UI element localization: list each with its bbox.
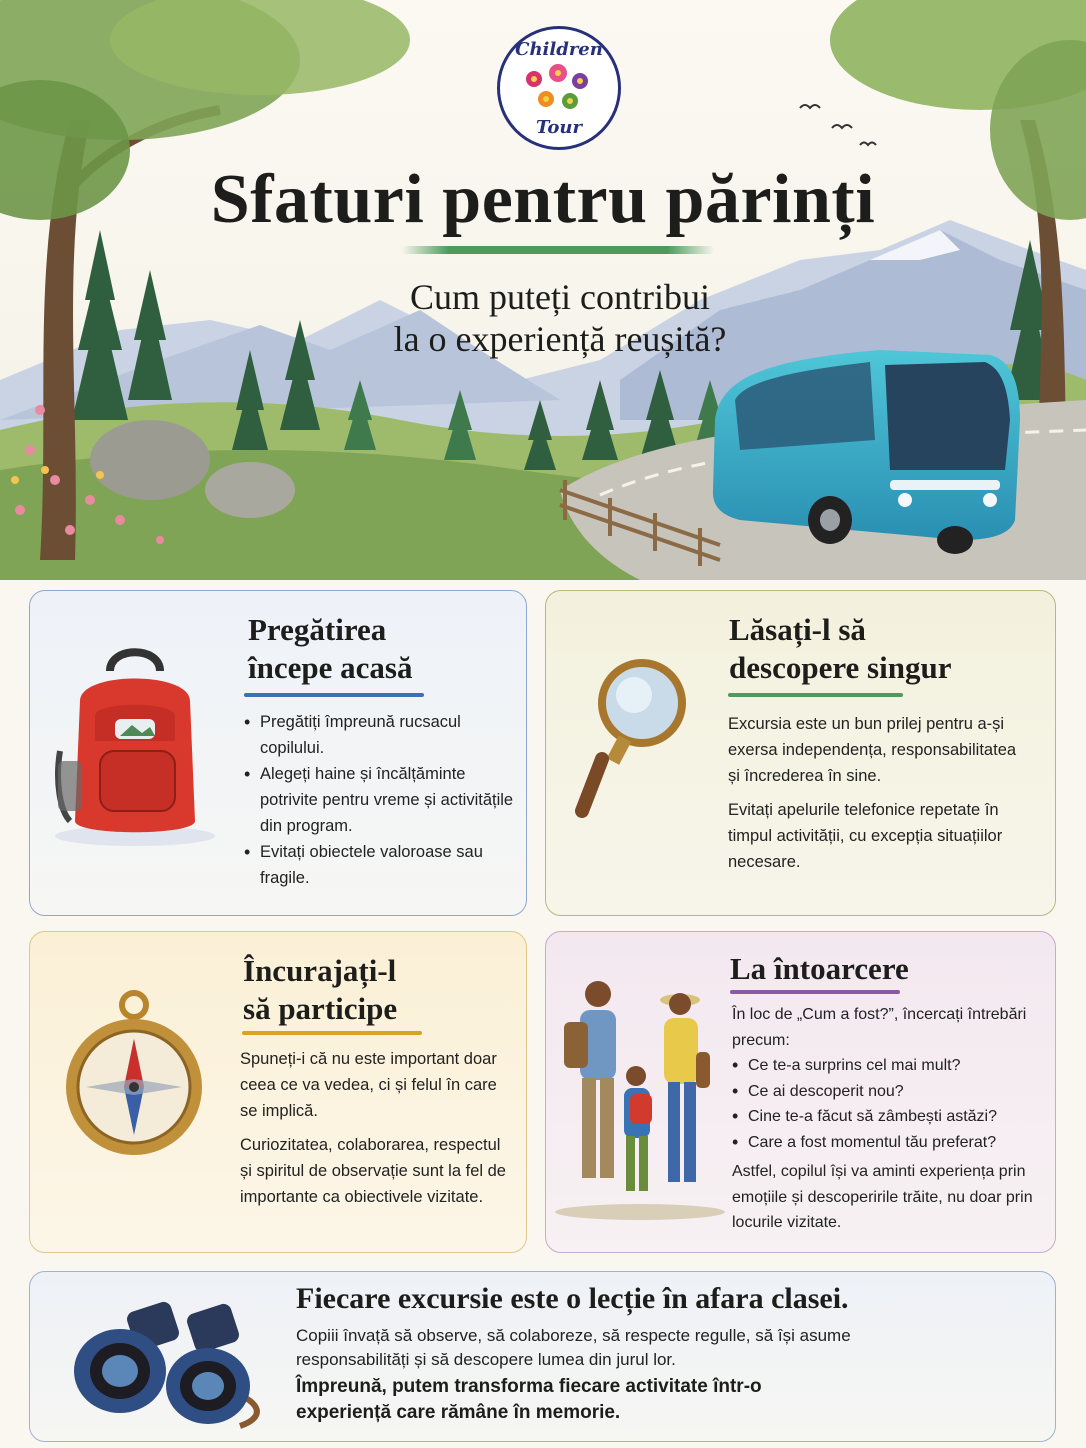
footer-title: Fiecare excursie este o lecție în afara clasei. xyxy=(296,1282,849,1315)
title-underline xyxy=(242,1031,422,1035)
logo-top-text: Children xyxy=(515,39,603,60)
list-item: • Cine te-a făcut să zâmbești astăzi? xyxy=(732,1104,1050,1130)
list-item: • Alegeți haine și încălțăminte potrivite pentru vreme și activitățile din program. xyxy=(244,761,514,839)
card-title xyxy=(729,611,951,687)
card-conclusion xyxy=(29,1271,1056,1442)
title-underline xyxy=(728,693,903,697)
question-list xyxy=(732,1053,1050,1155)
list-item: • Evitați obiectele valoroase sau fragile. xyxy=(244,839,514,891)
footer-strong-text: Împreună, putem transforma fiecare activitate într-o experiență care rămâne în memorie. xyxy=(296,1376,762,1423)
hero-banner xyxy=(0,0,1086,580)
card-title xyxy=(248,611,412,687)
title-underline xyxy=(244,693,424,697)
card-body xyxy=(240,1046,510,1210)
list-item: • Ce ai descoperit nou? xyxy=(732,1079,1050,1105)
page-subtitle xyxy=(0,276,1086,360)
card-body xyxy=(244,709,514,891)
card-title: La întoarcere xyxy=(730,951,909,986)
card-title-line-1: Pregătirea xyxy=(248,612,387,647)
card-independence xyxy=(545,590,1056,916)
card-title xyxy=(243,952,397,1028)
bullet-list xyxy=(244,709,514,891)
card-title-line-2: să participe xyxy=(243,991,398,1026)
card-outro: Astfel, copilul își va aminti experiența prin emoțiile și descoperirile trăite, nu doar prin locurile vizitate. xyxy=(732,1163,1033,1231)
page-title: Sfaturi pentru părinți xyxy=(210,161,876,238)
card-paragraph: Excursia este un bun prilej pentru a-și exersa independența, responsabilitatea și încrederea în sine. xyxy=(728,715,1017,785)
subtitle-line-1: Cum puteți contribui xyxy=(410,277,710,317)
card-paragraph: Evitați apelurile telefonice repetate în timpul activității, cu excepția situațiilor necesare. xyxy=(728,801,1003,871)
logo-bottom-text: Tour xyxy=(536,117,582,138)
backpack-icon xyxy=(40,641,230,851)
card-title-line-2: începe acasă xyxy=(248,650,413,685)
compass-icon xyxy=(54,987,224,1167)
list-item: • Ce te-a surprins cel mai mult? xyxy=(732,1053,1050,1079)
title-underline xyxy=(402,246,714,254)
card-preparation xyxy=(29,590,527,916)
subtitle-line-2: la o experiență reușită? xyxy=(393,319,727,359)
flowers-icon xyxy=(520,63,600,113)
list-item: • Care a fost momentul tău preferat? xyxy=(732,1130,1050,1156)
magnifying-glass-icon xyxy=(564,651,704,831)
binoculars-icon xyxy=(60,1286,270,1431)
family-walking-icon xyxy=(550,972,725,1222)
footer-text: Copiii învață să observe, să colaboreze, să respecte regulle, să își asume responsabilități și să descopere lumea din jurul lor. xyxy=(296,1326,851,1369)
card-paragraph: Curiozitatea, colaborarea, respectul și spiritul de observație sunt la fel de importante ca obiectivele vizitate. xyxy=(240,1136,506,1206)
card-title-line-2: descopere singur xyxy=(729,650,952,685)
title-underline xyxy=(730,990,900,994)
card-title-line-1: Încurajați-l xyxy=(243,953,397,988)
card-paragraph: Spuneți-i că nu este important doar ceea ce va vedea, ci și felul în care se implică. xyxy=(240,1050,497,1120)
card-intro: În loc de „Cum a fost?”, încercați întrebări precum: xyxy=(732,1006,1027,1049)
card-participation xyxy=(29,931,527,1253)
card-title-line-1: Lăsați-l să xyxy=(729,612,866,647)
children-tour-logo xyxy=(497,26,621,150)
list-item: • Pregătiți împreună rucsacul copilului. xyxy=(244,709,514,761)
card-body xyxy=(728,711,1028,875)
card-body xyxy=(732,1002,1050,1236)
card-return xyxy=(545,931,1056,1253)
